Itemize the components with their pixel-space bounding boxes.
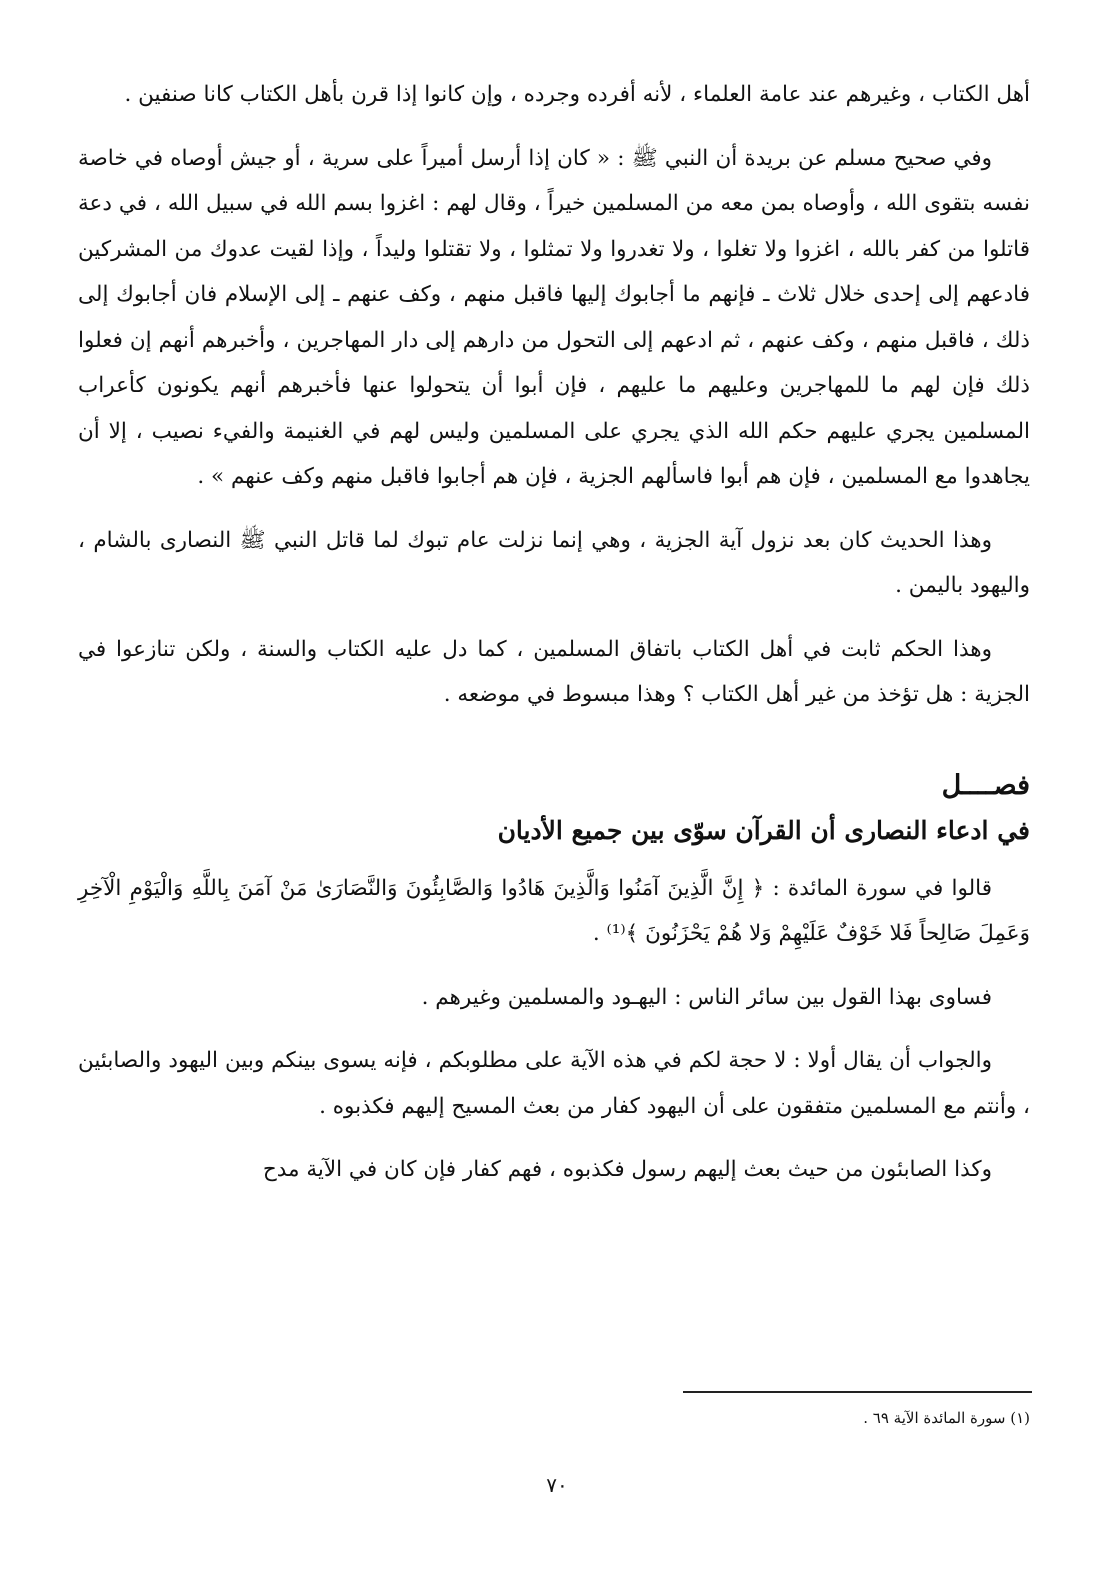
section-subheading: في ادعاء النصارى أن القرآن سوّى بين جميع الأديان	[497, 815, 1030, 845]
page-body	[78, 72, 1030, 1211]
footnote-divider	[683, 1391, 1032, 1393]
section-heading-block	[78, 764, 1030, 854]
section-heading: فصــــل	[941, 769, 1030, 801]
page-number: ٧٠	[546, 1473, 568, 1497]
paragraph-jizyah-revelation: وهذا الحديث كان بعد نزول آية الجزية ، وهي إنما نزلت عام تبوك لما قاتل النبي ﷺ النصارى بالشام ، واليهود باليمن .	[78, 527, 1030, 598]
paragraph-hadith-buraydah: وفي صحيح مسلم عن بريدة أن النبي ﷺ : « كان إذا أرسل أميراً على سرية ، أو جيش أوصاه في خاصة نفسه بتقوى الله ، وأوصاه بمن معه من المسلمين خيراً ، وقال لهم : اغزوا بسم الله في سبيل الله ، في دعة قاتلوا من كفر بالله ، اغزوا ولا تغلوا ، ولا تغدروا ولا تمثلوا ، ولا تقتلوا وليداً ، وإذا لقيت عدوك من المشركين فادعهم إلى إحدى خلال ثلاث ـ فإنهم ما أجابوك إليها فاقبل منهم ، وكف عنهم ـ إلى الإسلام فان أجابوك إلى ذلك ، فاقبل منهم ، وكف عنهم ، ثم ادعهم إلى التحول من دارهم إلى دار المهاجرين ، وأخبرهم أنهم إن فعلوا ذلك فإن لهم ما للمهاجرين وعليهم ما عليهم ، فإن أبوا أن يتحولوا عنها فأخبرهم أنهم يكونون كأعراب المسلمين يجري عليهم حكم الله الذي يجري على المسلمين وليس لهم في الغنيمة والفيء نصيب ، إلا أن يجاهدوا مع المسلمين ، فإن هم أبوا فاسألهم الجزية ، فإن هم أجابوا فاقبل منهم وكف عنهم » .	[78, 145, 1030, 489]
paragraph-sabians: وكذا الصابئون من حيث بعث إليهم رسول فكذبوه ، فهم كفار فإن كان في الآية مدح	[262, 1157, 992, 1182]
paragraph-quran-verse: قالوا في سورة المائدة : ﴿ إِنَّ الَّذِينَ آمَنُوا وَالَّذِينَ هَادُوا وَالصَّابِئُونَ وَالنَّصَارَىٰ مَنْ آمَنَ بِاللَّهِ وَالْيَوْمِ الْآخِرِ وَعَمِلَ صَالِحاً فَلا خَوْفٌ عَلَيْهِمْ وَلا هُمْ يَحْزَنُونَ ﴾⁽¹⁾ .	[78, 875, 1030, 946]
paragraph-ruling-consensus: وهذا الحكم ثابت في أهل الكتاب باتفاق المسلمين ، كما دل عليه الكتاب والسنة ، ولكن تنازعوا في الجزية : هل تؤخذ من غير أهل الكتاب ؟ وهذا مبسوط في موضعه .	[78, 636, 1030, 707]
paragraph-answer-first: والجواب أن يقال أولا : لا حجة لكم في هذه الآية على مطلوبكم ، فإنه يسوى بينكم وبين اليهود والصابئين ، وأنتم مع المسلمين متفقون على أن اليهود كفار من بعث المسيح إليهم فكذبوه .	[78, 1048, 1030, 1119]
paragraph-equality-claim: فساوى بهذا القول بين سائر الناس : اليهـود والمسلمين وغيرهم .	[421, 984, 992, 1010]
footnote: (١) سورة المائدة الآية ٦٩ .	[863, 1409, 1030, 1427]
paragraph-ahl-al-kitab: أهل الكتاب ، وغيرهم عند عامة العلماء ، لأنه أفرده وجرده ، وإن كانوا إذا قرن بأهل الكتاب كانا صنفين .	[124, 82, 1030, 107]
